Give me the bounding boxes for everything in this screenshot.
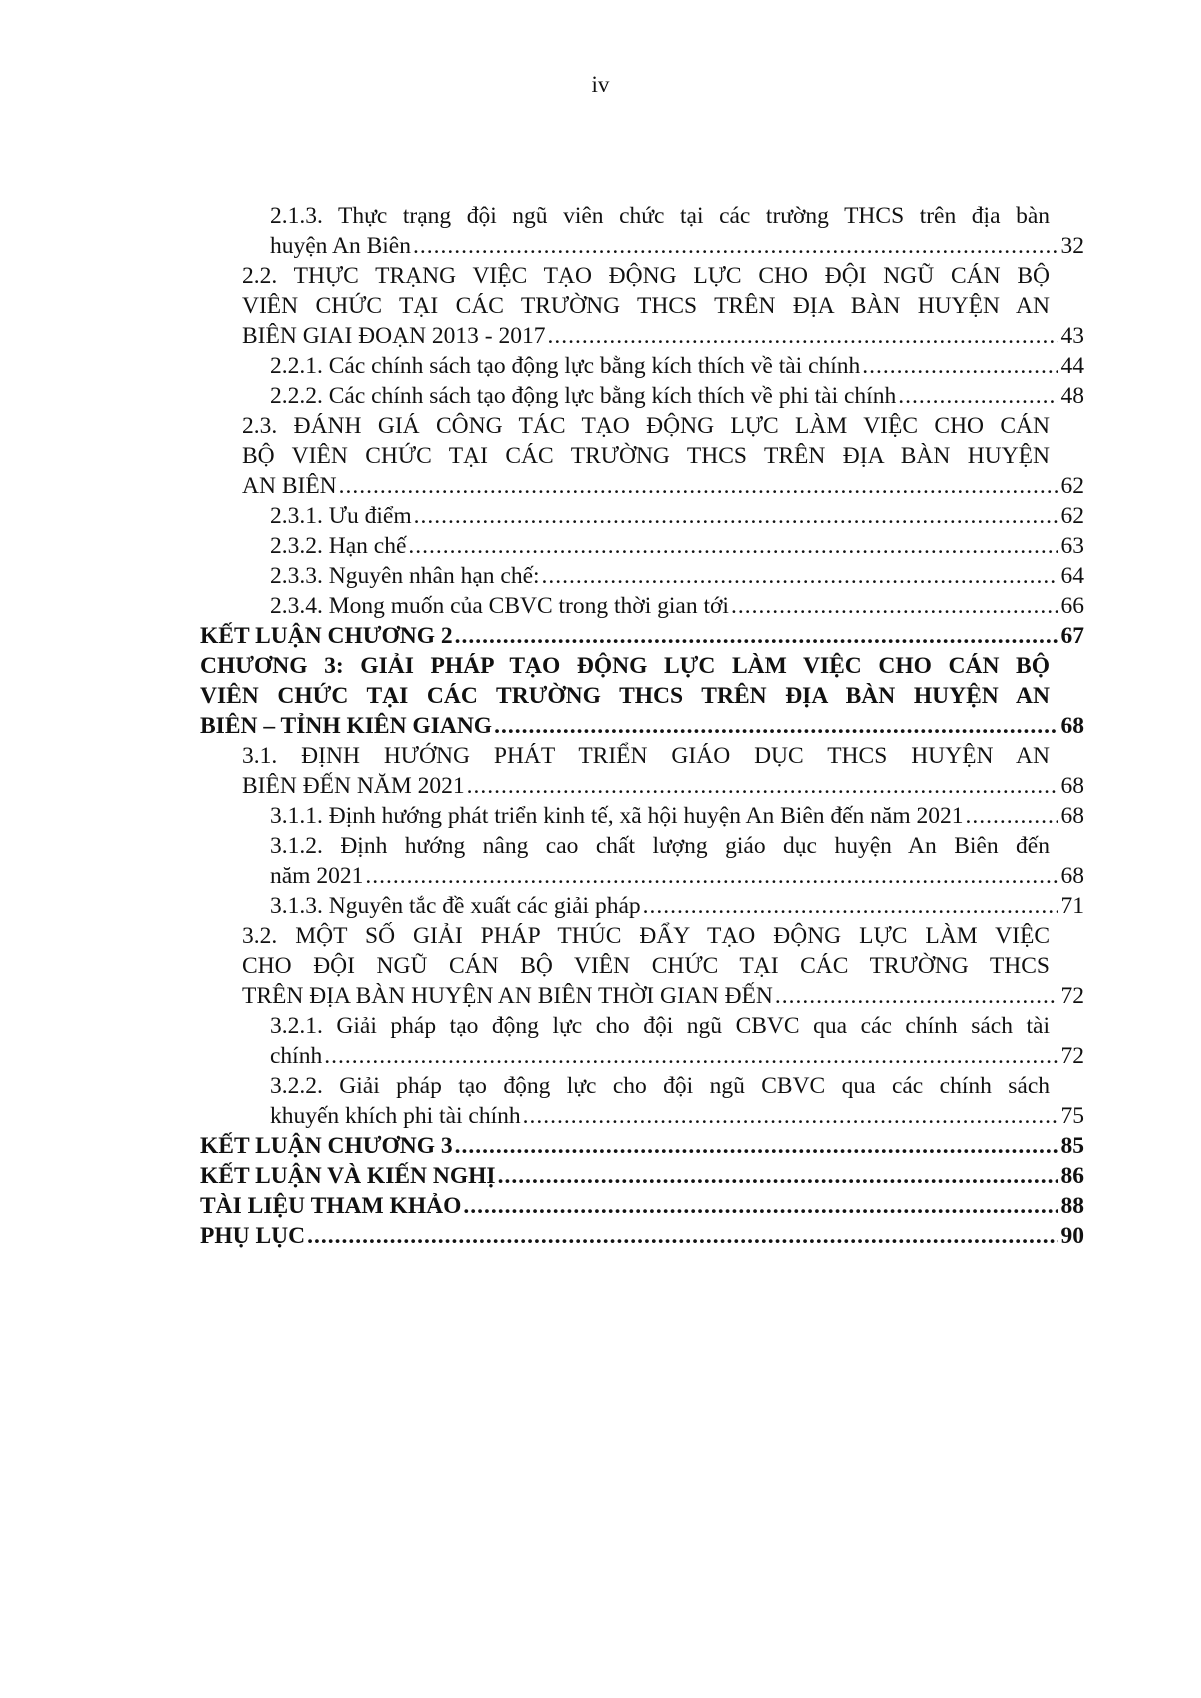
toc-entry-page: 68 (1060, 863, 1084, 889)
toc-entry-page: 64 (1060, 563, 1084, 589)
toc-entry-title: VIÊN CHỨC TẠI CÁC TRƯỜNG THCS TRÊN ĐỊA BÀN HUYỆN AN (200, 683, 1050, 709)
toc-entry-title: 2.3.4. Mong muốn của CBVC trong thời gian tới (270, 593, 729, 619)
toc-entry-title: 2.1.3. Thực trạng đội ngũ viên chức tại các trường THCS trên địa bàn (270, 203, 1050, 229)
toc-entry-title: chính (270, 1043, 323, 1069)
toc-entry-title: 2.3. ĐÁNH GIÁ CÔNG TÁC TẠO ĐỘNG LỰC LÀM VIỆC CHO CÁN (242, 413, 1050, 439)
toc-entry-page: 90 (1060, 1223, 1084, 1249)
toc-entry-title: khuyến khích phi tài chính (270, 1103, 521, 1129)
toc-entry-page: 68 (1060, 773, 1084, 799)
toc-entry-title: 3.1.1. Định hướng phát triển kinh tế, xã hội huyện An Biên đến năm 2021 (270, 803, 964, 829)
dot-leader (966, 801, 1058, 831)
toc-entry-title: 3.1. ĐỊNH HƯỚNG PHÁT TRIỂN GIÁO DỤC THCS HUYỆN AN (242, 743, 1050, 769)
toc-entry-title: 3.2.2. Giải pháp tạo động lực cho đội ngũ CBVC qua các chính sách (270, 1073, 1050, 1099)
dot-leader (548, 321, 1058, 351)
toc-entry[interactable] (200, 1221, 1084, 1251)
toc-entry[interactable] (200, 351, 1084, 381)
toc-entry-title: 2.2. THỰC TRẠNG VIỆC TẠO ĐỘNG LỰC CHO ĐỘI NGŨ CÁN BỘ (242, 263, 1050, 289)
toc-entry-page: 72 (1060, 1043, 1084, 1069)
toc-entry-title: BỘ VIÊN CHỨC TẠI CÁC TRƯỜNG THCS TRÊN ĐỊA BÀN HUYỆN (242, 443, 1050, 469)
toc-entry-title: BIÊN GIAI ĐOẠN 2013 - 2017 (242, 323, 546, 349)
toc-entry[interactable] (200, 1191, 1084, 1221)
dot-leader (494, 711, 1058, 741)
toc-entry-title: 2.3.3. Nguyên nhân hạn chế: (270, 563, 540, 589)
toc-entry-title: TÀI LIỆU THAM KHẢO (200, 1193, 462, 1219)
dot-leader (731, 591, 1058, 621)
toc-entry-title: 3.1.2. Định hướng nâng cao chất lượng giáo dục huyện An Biên đến (270, 833, 1050, 859)
toc-entry[interactable] (200, 1011, 1084, 1071)
toc-entry-page: 86 (1060, 1163, 1084, 1189)
dot-leader (413, 231, 1058, 261)
toc-entry-page: 71 (1060, 893, 1084, 919)
toc-entry-title: BIÊN ĐẾN NĂM 2021 (242, 773, 465, 799)
toc-entry-title: CHƯƠNG 3: GIẢI PHÁP TẠO ĐỘNG LỰC LÀM VIỆC CHO CÁN BỘ (200, 653, 1050, 679)
toc-entry-title: PHỤ LỤC (200, 1223, 306, 1249)
toc-entry-title: KẾT LUẬN CHƯƠNG 3 (200, 1133, 453, 1159)
toc-entry[interactable] (200, 591, 1084, 621)
toc-entry[interactable] (200, 261, 1084, 351)
toc-entry-title: KẾT LUẬN CHƯƠNG 2 (200, 623, 453, 649)
toc-entry[interactable] (200, 831, 1084, 891)
dot-leader (324, 1041, 1058, 1071)
toc-entry-title: 3.2. MỘT SỐ GIẢI PHÁP THÚC ĐẨY TẠO ĐỘNG LỰC LÀM VIỆC (242, 923, 1050, 949)
toc-entry-page: 32 (1060, 233, 1084, 259)
toc-entry-title: VIÊN CHỨC TẠI CÁC TRƯỜNG THCS TRÊN ĐỊA BÀN HUYỆN AN (242, 293, 1050, 319)
toc-entry-page: 66 (1060, 593, 1084, 619)
toc-entry[interactable] (200, 1071, 1084, 1131)
toc-entry-title: 2.3.1. Ưu điểm (270, 503, 412, 529)
toc-entry-title: 2.2.1. Các chính sách tạo động lực bằng kích thích về tài chính (270, 353, 861, 379)
dot-leader (467, 771, 1058, 801)
toc-entry[interactable] (200, 381, 1084, 411)
toc-entry-page: 43 (1060, 323, 1084, 349)
table-of-contents (200, 201, 1084, 1251)
toc-entry-page: 75 (1060, 1103, 1084, 1129)
toc-entry[interactable] (200, 411, 1084, 501)
toc-entry[interactable] (200, 561, 1084, 591)
toc-entry-page: 63 (1060, 533, 1084, 559)
toc-entry[interactable] (200, 801, 1084, 831)
toc-entry-title: KẾT LUẬN VÀ KIẾN NGHỊ (200, 1163, 496, 1189)
toc-entry[interactable] (200, 741, 1084, 801)
dot-leader (775, 981, 1058, 1011)
toc-entry[interactable] (200, 201, 1084, 261)
dot-leader (542, 561, 1058, 591)
toc-entry[interactable] (200, 501, 1084, 531)
toc-entry-title: BIÊN – TỈNH KIÊN GIANG (200, 713, 493, 739)
toc-entry[interactable] (200, 1161, 1084, 1191)
toc-entry-page: 62 (1060, 473, 1084, 499)
toc-entry-page: 62 (1060, 503, 1084, 529)
toc-entry[interactable] (200, 621, 1084, 651)
dot-leader (455, 1131, 1058, 1161)
dot-leader (498, 1161, 1058, 1191)
toc-entry-title: huyện An Biên (270, 233, 411, 259)
dot-leader (463, 1191, 1058, 1221)
dot-leader (455, 621, 1058, 651)
toc-entry-page: 48 (1060, 383, 1084, 409)
toc-entry-page: 68 (1060, 803, 1084, 829)
toc-entry-title: 2.3.2. Hạn chế (270, 533, 407, 559)
toc-entry[interactable] (200, 1131, 1084, 1161)
toc-entry[interactable] (200, 651, 1084, 741)
dot-leader (365, 861, 1058, 891)
toc-entry[interactable] (200, 891, 1084, 921)
toc-entry[interactable] (200, 921, 1084, 1011)
toc-entry-title: 2.2.2. Các chính sách tạo động lực bằng kích thích về phi tài chính (270, 383, 897, 409)
dot-leader (339, 471, 1058, 501)
dot-leader (898, 381, 1058, 411)
toc-entry-page: 85 (1060, 1133, 1084, 1159)
page-number: iv (591, 72, 610, 97)
toc-entry-page: 44 (1060, 353, 1084, 379)
toc-entry-page: 88 (1060, 1193, 1084, 1219)
toc-entry-page: 67 (1060, 623, 1084, 649)
toc-entry-title: TRÊN ĐỊA BÀN HUYỆN AN BIÊN THỜI GIAN ĐẾN (242, 983, 773, 1009)
toc-entry-page: 72 (1060, 983, 1084, 1009)
toc-entry-title: năm 2021 (270, 863, 364, 889)
toc-entry-title: 3.2.1. Giải pháp tạo động lực cho đội ngũ CBVC qua các chính sách tài (270, 1013, 1050, 1039)
toc-entry[interactable] (200, 531, 1084, 561)
dot-leader (862, 351, 1058, 381)
toc-entry-title: 3.1.3. Nguyên tắc đề xuất các giải pháp (270, 893, 641, 919)
dot-leader (523, 1101, 1058, 1131)
dot-leader (643, 891, 1058, 921)
toc-entry-page: 68 (1060, 713, 1084, 739)
dot-leader (307, 1221, 1058, 1251)
toc-entry-title: CHO ĐỘI NGŨ CÁN BỘ VIÊN CHỨC TẠI CÁC TRƯỜNG THCS (242, 953, 1050, 979)
toc-entry-title: AN BIÊN (242, 473, 337, 499)
dot-leader (408, 531, 1058, 561)
dot-leader (414, 501, 1058, 531)
